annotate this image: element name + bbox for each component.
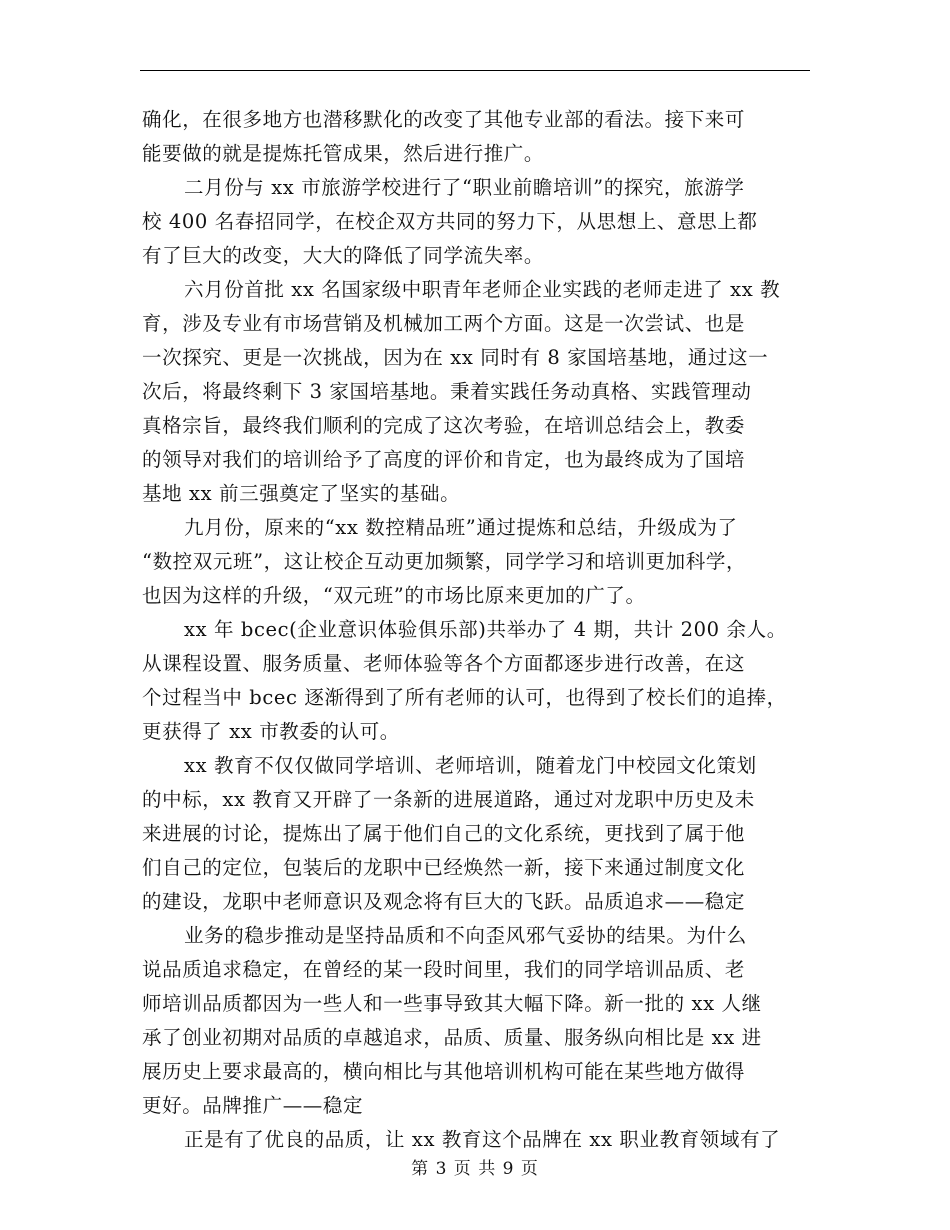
text-line: 从课程设置、服务质量、老师体验等各个方面都逐步进行改善，在这 <box>142 652 746 675</box>
text-line: 确化，在很多地方也潜移默化的改变了其他专业部的看法。接下来可 <box>142 108 746 131</box>
paragraph <box>142 171 814 273</box>
header-rule <box>140 70 810 71</box>
text-line: 的领导对我们的培训给予了高度的评价和肯定，也为最终成为了国培 <box>142 448 746 471</box>
text-line: 真格宗旨，最终我们顺利的完成了这次考验，在培训总结会上，教委 <box>142 414 746 437</box>
text-line: 校 400 名春招同学，在校企双方共同的努力下，从思想上、意思上都 <box>142 210 758 233</box>
page-number: 第 3 页 共 9 页 <box>411 1159 539 1179</box>
text-line: 能要做的就是提炼托管成果，然后进行推广。 <box>142 142 545 165</box>
text-line: 来进展的讨论，提炼出了属于他们自己的文化系统，更找到了属于他 <box>142 822 746 845</box>
text-line: 育，涉及专业有市场营销及机械加工两个方面。这是一次尝试、也是 <box>142 312 746 335</box>
paragraph <box>142 103 814 171</box>
paragraph <box>142 1123 814 1157</box>
text-line: 个过程当中 bcec 逐渐得到了所有老师的认可，也得到了校长们的追捧， <box>142 686 787 709</box>
text-line: 的中标，xx 教育又开辟了一条新的进展道路，通过对龙职中历史及未 <box>142 788 755 811</box>
paragraph <box>142 749 814 919</box>
text-line: 有了巨大的改变，大大的降低了同学流失率。 <box>142 244 545 267</box>
paragraph <box>142 613 814 749</box>
text-line: xx 年 bcec(企业意识体验俱乐部)共举办了 4 期，共计 200 余人。 <box>184 618 787 641</box>
paragraph <box>142 273 814 511</box>
text-line: 六月份首批 xx 名国家级中职青年老师企业实践的老师走进了 xx 教 <box>184 278 781 301</box>
text-line: 正是有了优良的品质，让 xx 教育这个品牌在 xx 职业教育领域有了 <box>184 1128 781 1151</box>
text-line: 展历史上要求最高的，横向相比与其他培训机构可能在某些地方做得 <box>142 1060 746 1083</box>
text-line: 九月份，原来的“xx 数控精品班”通过提炼和总结，升级成为了 <box>184 516 738 539</box>
text-line: 师培训品质都因为一些人和一些事导致其大幅下降。新一批的 xx 人继 <box>142 992 762 1015</box>
text-line: 也因为这样的升级，“双元班”的市场比原来更加的广了。 <box>142 584 646 607</box>
text-line: 二月份与 xx 市旅游学校进行了“职业前瞻培训”的探究，旅游学 <box>184 176 745 199</box>
text-line: 们自己的定位，包装后的龙职中已经焕然一新，接下来通过制度文化 <box>142 856 746 879</box>
text-line: 次后，将最终剩下 3 家国培基地。秉着实践任务动真格、实践管理动 <box>142 380 752 403</box>
text-line: 说品质追求稳定，在曾经的某一段时间里，我们的同学培训品质、老 <box>142 958 746 981</box>
text-line: 基地 xx 前三强奠定了坚实的基础。 <box>142 482 461 505</box>
paragraph <box>142 919 814 1123</box>
document-body <box>142 103 814 1157</box>
text-line: 一次探究、更是一次挑战，因为在 xx 同时有 8 家国培基地，通过这一 <box>142 346 769 369</box>
text-line: 承了创业初期对品质的卓越追求，品质、质量、服务纵向相比是 xx 进 <box>142 1026 762 1049</box>
text-line: 更好。品牌推广——稳定 <box>142 1094 364 1117</box>
text-line: 的建设，龙职中老师意识及观念将有巨大的飞跃。品质追求——稳定 <box>142 890 746 913</box>
paragraph <box>142 511 814 613</box>
text-line: xx 教育不仅仅做同学培训、老师培训，随着龙门中校园文化策划 <box>184 754 757 777</box>
text-line: 更获得了 xx 市教委的认可。 <box>142 720 400 743</box>
text-line: “数控双元班”，这让校企互动更加频繁，同学学习和培训更加科学， <box>142 550 747 573</box>
text-line: 业务的稳步推动是坚持品质和不向歪风邪气妥协的结果。为什么 <box>184 924 747 947</box>
